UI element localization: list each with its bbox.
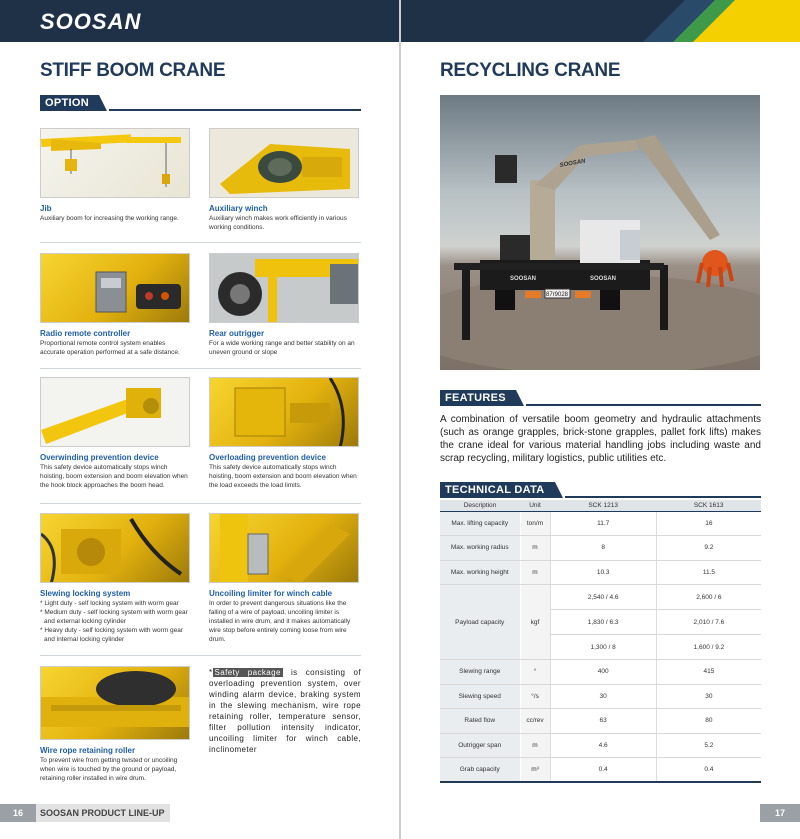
cell-value: 0.4 — [656, 758, 761, 783]
page-title-right: RECYCLING CRANE — [440, 60, 621, 81]
divider — [40, 503, 361, 504]
rear-outrigger-photo — [209, 253, 359, 323]
brand-logo: SOOSAN — [40, 9, 142, 34]
option-auxiliary-winch — [209, 128, 361, 232]
cell-value: 11.5 — [656, 560, 761, 585]
page-title-left: STIFF BOOM CRANE — [40, 60, 226, 81]
row-description: Max. working radius — [440, 536, 520, 561]
auxiliary-winch-photo — [209, 128, 359, 198]
section-label: OPTION — [40, 95, 99, 111]
cell-value: 0.4 — [550, 758, 656, 783]
table-row — [440, 511, 761, 536]
option-title: Radio remote controller — [40, 329, 131, 338]
row-description: Max. lifting capacity — [440, 511, 520, 536]
table-row — [440, 684, 761, 709]
cell-value: 2,540 / 4.6 — [550, 585, 656, 610]
option-title: Overwinding prevention device — [40, 453, 159, 462]
cell-value: 415 — [656, 660, 761, 685]
row-unit: ton/m — [520, 511, 550, 536]
wire-rope-roller-photo — [40, 666, 190, 740]
option-title: Slewing locking system — [40, 589, 131, 598]
option-desc: Proportional remote control system enables accurate operation performed at a safe distance. — [40, 340, 180, 356]
row-description: Payload capacity — [440, 585, 520, 660]
table-row — [440, 758, 761, 783]
option-title: Jib — [40, 204, 52, 213]
section-label: TECHNICAL DATA — [440, 482, 555, 498]
divider — [526, 404, 761, 406]
option-uncoiling-limiter — [209, 513, 361, 644]
truck-brand-left: SOOSAN — [510, 276, 537, 282]
column-header: Description — [440, 500, 520, 511]
row-unit: cc/rev — [520, 709, 550, 734]
cell-value: 1,830 / 6.3 — [550, 610, 656, 635]
option-desc: In order to prevent dangerous situations like the falling of a wire of payload, uncoiling limiter is installed in wire drum, and it makes automatically wire stop before entirely coming loose from wire drum. — [209, 600, 351, 643]
cell-value: 63 — [550, 709, 656, 734]
recycling-crane-photo — [440, 95, 760, 370]
cell-value: 9.2 — [656, 536, 761, 561]
cell-value: 10.3 — [550, 560, 656, 585]
option-overloading — [209, 377, 361, 490]
cell-value: 1,600 / 9.2 — [656, 635, 761, 660]
option-desc: Auxiliary boom for increasing the working range. — [40, 215, 179, 222]
option-desc: For a wide working range and better stability on an uneven ground or slope — [209, 340, 355, 356]
overloading-photo — [209, 377, 359, 447]
option-radio-remote — [40, 253, 192, 357]
cell-value: 4.6 — [550, 733, 656, 758]
table-row — [440, 536, 761, 561]
truck-brand-right: SOOSAN — [590, 276, 617, 282]
column-header: SCK 1613 — [656, 500, 761, 511]
license-plate: 87r9028 — [545, 292, 569, 298]
option-jib — [40, 128, 192, 223]
cell-value: 30 — [550, 684, 656, 709]
option-title: Uncoiling limiter for winch cable — [209, 589, 333, 598]
slewing-locking-photo — [40, 513, 190, 583]
footer-label: SOOSAN PRODUCT LINE-UP — [40, 808, 165, 818]
row-unit: m — [520, 560, 550, 585]
cell-value: 400 — [550, 660, 656, 685]
option-desc: To prevent wire from getting twisted or uncoiling when wire is touched by the ground or payload, retaining roller installed in wire drum. — [40, 757, 178, 782]
row-unit: °/s — [520, 684, 550, 709]
divider — [40, 655, 361, 656]
row-description: Slewing speed — [440, 684, 520, 709]
features-paragraph: A combination of versatile boom geometry and hydraulic attachments (such as orange grapples, brick-stone grapples, pallet fork lifts) makes the crane ideal for various material handling jobs including waste and scrap recycling, military logistics, public utilities etc. — [440, 414, 761, 464]
technical-data-table — [440, 500, 761, 783]
row-unit: kgf — [520, 585, 550, 660]
cell-value: 5.2 — [656, 733, 761, 758]
option-desc: * Light duty - self locking system with worm gear * Medium duty - self locking system with worm gear and external locking cylinder * Heavy duty - self locking system with worm gear and internal locking cylinder — [40, 600, 188, 643]
radio-remote-photo — [40, 253, 190, 323]
option-title: Overloading prevention device — [209, 453, 326, 462]
column-header: SCK 1213 — [550, 500, 656, 511]
row-description: Outrigger span — [440, 733, 520, 758]
page-number: 17 — [760, 804, 800, 822]
option-title: Auxiliary winch — [209, 204, 268, 213]
cell-value: 2,010 / 7.6 — [656, 610, 761, 635]
row-unit: m — [520, 536, 550, 561]
section-header-option — [40, 95, 361, 111]
row-description: Max. working height — [440, 560, 520, 585]
section-header-features — [440, 390, 761, 406]
table-row — [440, 560, 761, 585]
boom-brand: SOOSAN — [559, 158, 586, 169]
row-description: Rated flow — [440, 709, 520, 734]
table-row — [440, 585, 761, 610]
column-header: Unit — [520, 500, 550, 511]
divider — [565, 496, 761, 498]
row-unit: ° — [520, 660, 550, 685]
row-description: Grab capacity — [440, 758, 520, 783]
divider — [40, 368, 361, 369]
divider — [40, 242, 361, 243]
footer-left — [0, 804, 170, 822]
uncoiling-limiter-photo — [209, 513, 359, 583]
option-desc: Auxiliary winch makes work efficiently in various working conditions. — [209, 215, 347, 231]
cell-value: 80 — [656, 709, 761, 734]
option-overwinding — [40, 377, 192, 490]
option-rear-outrigger — [209, 253, 361, 357]
option-desc: This safety device automatically stops winch hoisting, boom extension and boom elevation when the load exceeds the load limits. — [209, 464, 357, 489]
table-row — [440, 733, 761, 758]
cell-value: 2,600 / 6 — [656, 585, 761, 610]
section-header-technical-data — [440, 482, 761, 498]
overwinding-photo — [40, 377, 190, 447]
page-number: 16 — [0, 804, 36, 822]
row-unit: m³ — [520, 758, 550, 783]
safety-package-highlight: Safety package — [214, 668, 281, 677]
divider — [109, 109, 361, 111]
cell-value: 8 — [550, 536, 656, 561]
table-row — [440, 709, 761, 734]
cell-value: 11.7 — [550, 511, 656, 536]
page-spine — [399, 0, 401, 839]
option-title: Rear outrigger — [209, 329, 265, 338]
option-title: Wire rope retaining roller — [40, 746, 136, 755]
row-unit: m — [520, 733, 550, 758]
section-label: FEATURES — [440, 390, 516, 406]
option-desc: This safety device automatically stops winch hoisting, boom extension and boom elevation when the hook block approaches the boom head. — [40, 464, 188, 489]
table-row — [440, 660, 761, 685]
option-slewing-locking — [40, 513, 192, 644]
option-wire-rope-roller — [40, 666, 192, 783]
safety-package-note: * Safety package is consisting of overloading prevention system, over winding alarm device, braking system in the slewing mechanism, wire rope retaining roller, temperature sensor, filter pollution intensity indicator, uncoiling limiter for winch cable, inclinometer — [209, 668, 361, 754]
cell-value: 30 — [656, 684, 761, 709]
table-header-row — [440, 500, 761, 511]
cell-value: 16 — [656, 511, 761, 536]
cell-value: 1,300 / 8 — [550, 635, 656, 660]
row-description: Slewing range — [440, 660, 520, 685]
jib-photo — [40, 128, 190, 198]
